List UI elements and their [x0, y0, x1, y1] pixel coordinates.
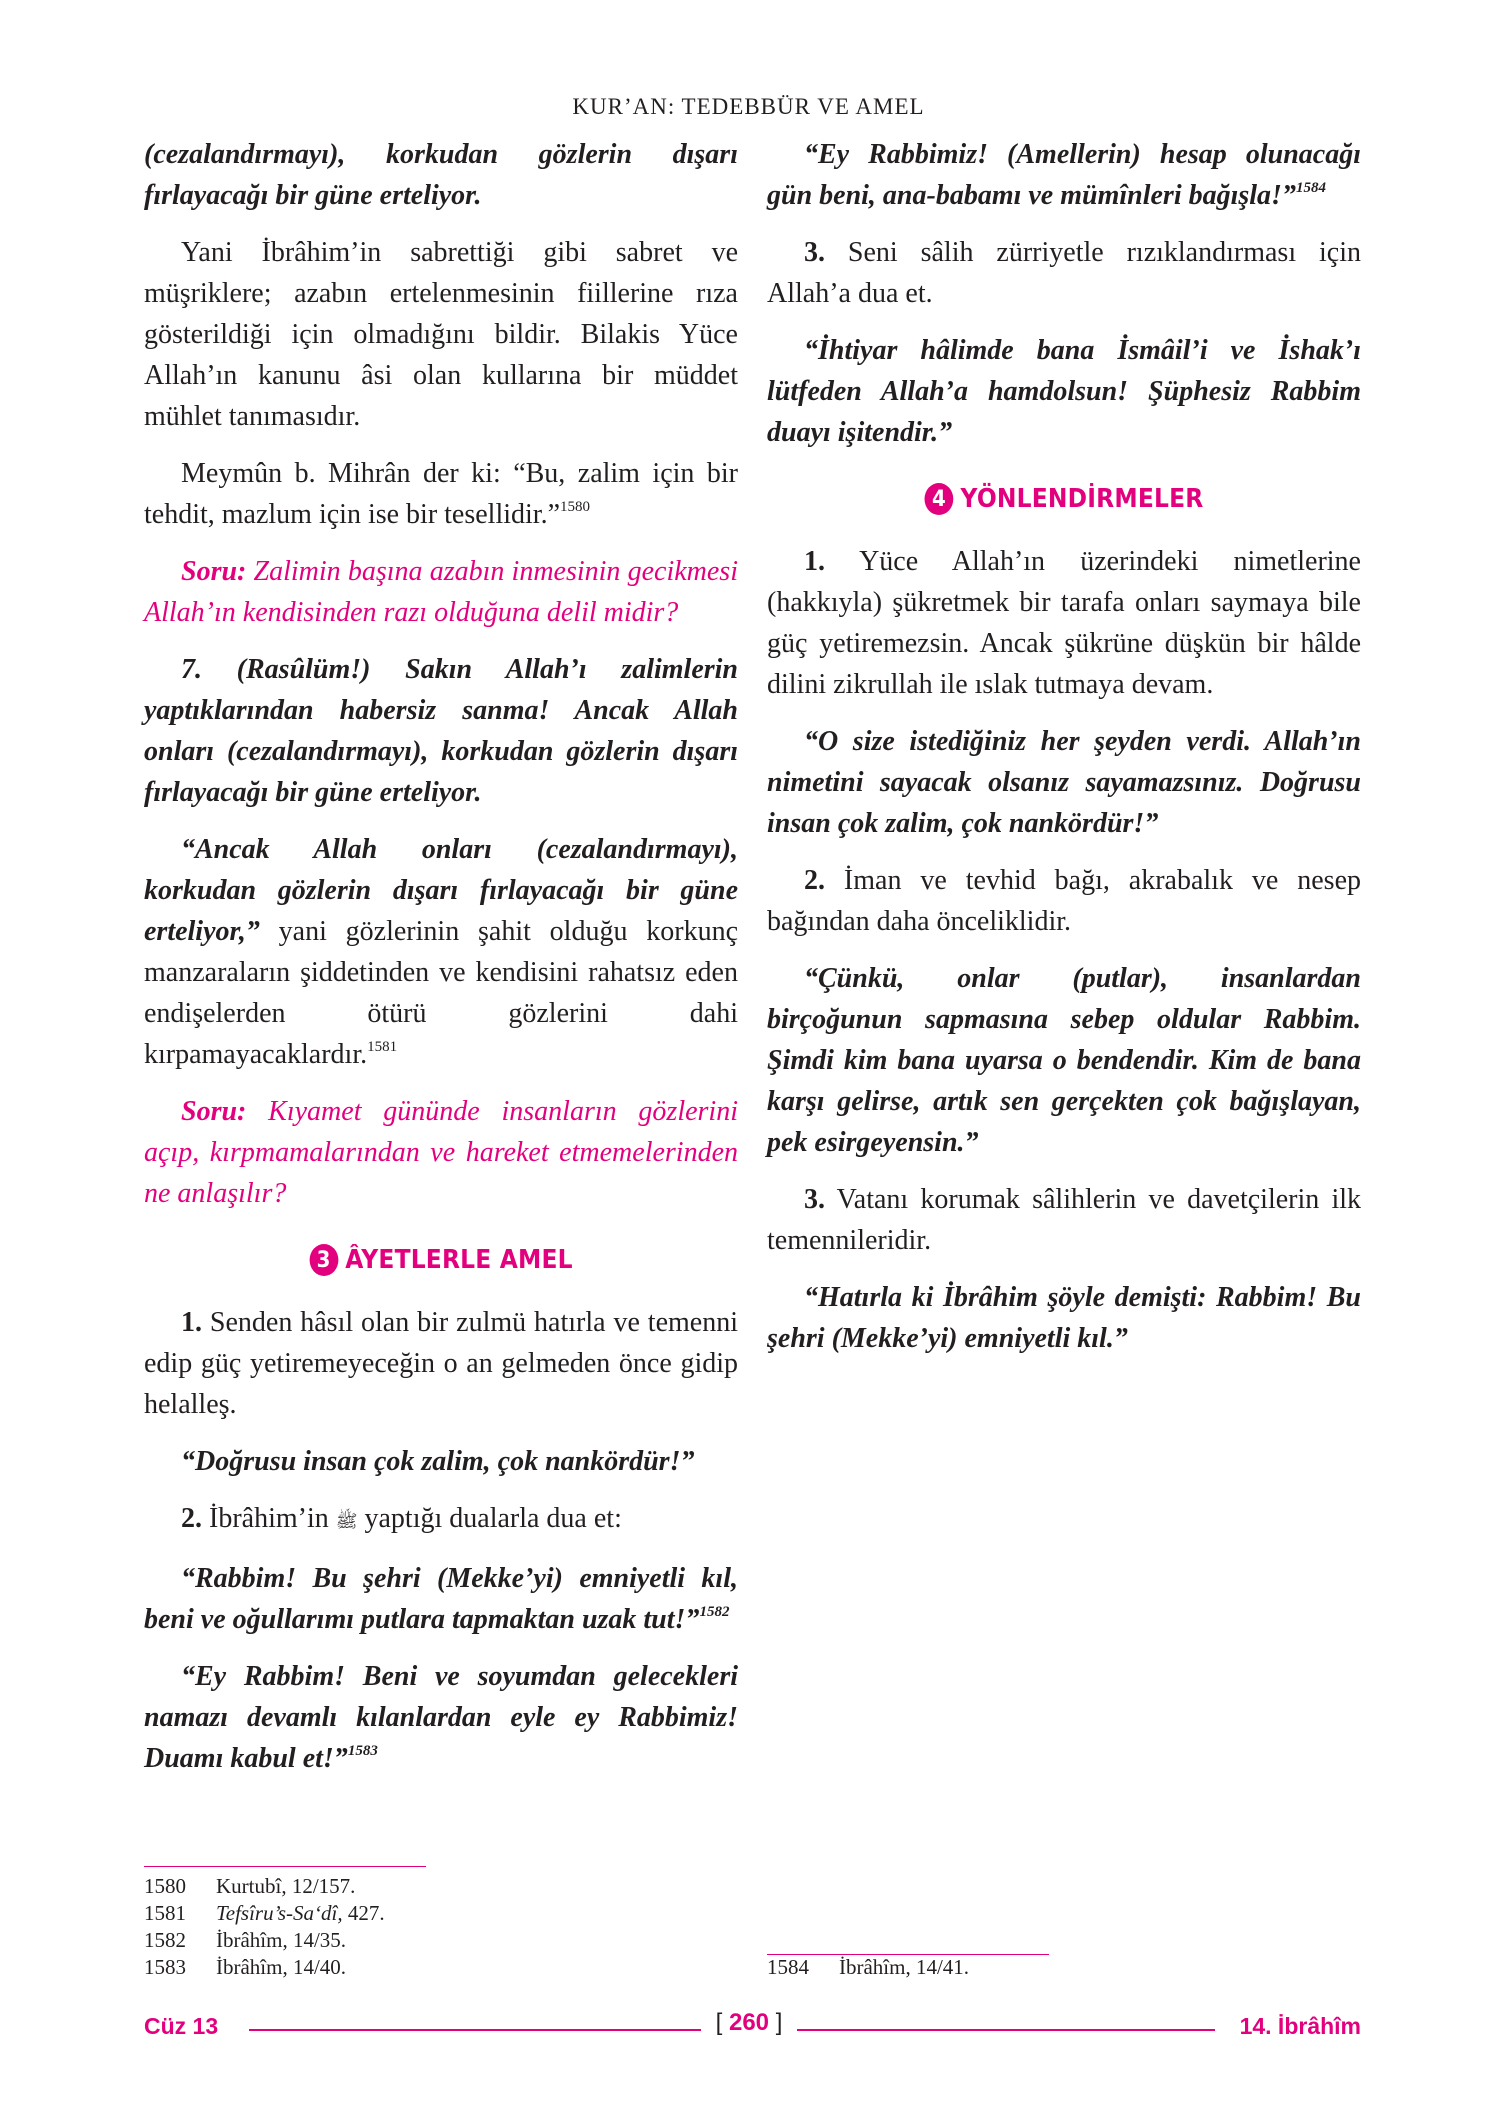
verse-text: “Rabbim! Bu şehri (Mekke’yi) emniyetli kıl, beni ve oğullarımı putlara tapmaktan uzak tut!”: [144, 1563, 738, 1635]
verse-text: “Ey Rabbim! Beni ve soyumdan gelecekleri namazı devamlı kılanlardan eyle ey Rabbimiz! Duamı kabul et!”: [144, 1661, 738, 1774]
question-label: Soru:: [181, 556, 247, 587]
item-number: 1.: [804, 546, 825, 577]
verse-quote: [767, 134, 1361, 216]
item-text: Senden hâsıl olan bir zulmü hatırla ve temenni edip güç yetiremeyeceğin o an gelmeden önce gidip helalleş.: [144, 1307, 738, 1420]
footnote-number: 1580: [144, 1874, 186, 1898]
item-number: 3.: [804, 237, 825, 268]
footnote-number: 1584: [767, 1955, 809, 1979]
footnote-ref: 1582: [699, 1604, 730, 1620]
footer-juz: Cüz 13: [144, 2013, 219, 2039]
footnote-ref: 1584: [1295, 180, 1326, 196]
item-text: İman ve tevhid bağı, akrabalık ve nesep bağından daha önceliklidir.: [767, 865, 1361, 937]
item-number: 1.: [181, 1307, 202, 1338]
paragraph-text: yani gözlerinin şahit olduğu korkunç manzaraların şiddetinden ve kendisini rahatsız eden endişelerden ötürü gözlerini dahi kırpamayacaklardır.: [144, 916, 738, 1070]
action-item-2: [144, 1498, 738, 1542]
verse-quote: “İhtiyar hâlimde bana İsmâil’i ve İshak’ı lütfeden Allah’a hamdolsun! Şüphesiz Rabbim duayı işitendir.”: [767, 335, 1361, 448]
page-bracket-open: [: [715, 2009, 723, 2036]
paragraph-continuation: (cezalandırmayı), korkudan gözlerin dışarı fırlayacağı bir güne erteliyor.: [144, 139, 738, 211]
salawat-glyph: ﷺ: [335, 1511, 358, 1531]
section-number-badge: 3: [309, 1244, 338, 1276]
item-number: 3.: [804, 1184, 825, 1215]
footnote-text: İbrâhîm, 14/35.: [216, 1928, 347, 1952]
footer-surah: 14. İbrâhîm: [1239, 2013, 1361, 2039]
quoted-verse: “Ancak Allah onları (cezalandırmayı), korkudan gözlerin dışarı fırlayacağı bir güne erteliyor,”: [144, 834, 738, 947]
footnote-rule: [144, 1866, 426, 1867]
page-number: [704, 2009, 794, 2037]
section-title: ÂYETLERLE AMEL: [345, 1245, 573, 1275]
footnote-text: İbrâhîm, 14/40.: [216, 1955, 347, 1979]
footnote: [767, 1954, 1361, 1981]
action-item-3: [767, 232, 1361, 314]
footnote-ref: 1581: [367, 1039, 398, 1055]
question-text: Zalimin başına azabın inmesinin gecikmesi Allah’ın kendisinden razı olduğuna delil midir?: [144, 556, 738, 628]
footnote: [144, 1927, 738, 1954]
paragraph-commentary: [144, 829, 738, 1075]
verse-quote: “O size istediğiniz her şeyden verdi. Allah’ın nimetini sayacak olsanız sayamazsınız. Doğrusu insan çok zalim, çok nankördür!”: [767, 726, 1361, 839]
footnote-text: Kurtubî, 12/157.: [216, 1874, 356, 1898]
question-text: Kıyamet gününde insanların gözlerini açıp, kırpmamalarından ve hareket etmemelerinden ne anlaşılır?: [144, 1096, 738, 1209]
footnote: [144, 1954, 738, 1981]
item-text: yaptığı dualarla dua et:: [357, 1503, 622, 1534]
footnote-text: İbrâhîm, 14/41.: [839, 1955, 970, 1979]
verse-translation: [144, 649, 738, 813]
footer-rule-right: [797, 2029, 1215, 2031]
section-heading-3: [174, 1240, 709, 1280]
verse-text: 7. (Rasûlüm!) Sakın Allah’ı zalimlerin yaptıklarından habersiz sanma! Ancak Allah onları (cezalandırmayı), korkudan gözlerin dışarı fırlayacağı bir güne erteliyor.: [144, 654, 738, 808]
verse-quote: [144, 1656, 738, 1779]
footnotes-right: [767, 1954, 1361, 1981]
footnote: [144, 1900, 738, 1927]
paragraph: Yani İbrâhim’in sabrettiği gibi sabret ve müşriklere; azabın ertelenmesinin fiillerine rıza gösterildiği için olmadığını bildir. Bilakis Yüce Allah’ın kanunu âsi olan kullarına bir müddet mühlet tanımasıdır.: [144, 237, 738, 432]
footnotes-left: [144, 1873, 738, 1981]
item-number: 2.: [181, 1503, 202, 1534]
paragraph-quote-meymun: [144, 453, 738, 535]
footnote-number: 1583: [144, 1955, 186, 1979]
section-number-badge: 4: [925, 483, 954, 515]
guidance-item-2: [767, 860, 1361, 942]
footnote-source-title: Tefsîru’s-Sa‘dî,: [216, 1901, 343, 1925]
page-footer: [144, 2009, 1361, 2049]
running-head: KUR’AN: TEDEBBÜR VE AMEL: [572, 94, 925, 119]
item-text: İbrâhim’in: [202, 1503, 336, 1534]
footnote-number: 1581: [144, 1901, 186, 1925]
footnote: [144, 1873, 738, 1900]
item-text: Yüce Allah’ın üzerindeki nimetlerine (hakkıyla) şükretmek bir tarafa onları saymaya bile güç yetiremezsin. Ancak şükrüne düşkün bir hâlde dilini zikrullah ile ıslak tutmaya devam.: [767, 546, 1361, 700]
question-1: [144, 551, 738, 633]
item-text: Vatanı korumak sâlihlerin ve davetçilerin ilk temennileridir.: [767, 1184, 1361, 1256]
footnote-ref: 1583: [347, 1743, 378, 1759]
verse-quote: “Doğrusu insan çok zalim, çok nankördür!”: [181, 1446, 695, 1477]
footnote-text: [216, 1900, 385, 1927]
section-title: YÖNLENDİRMELER: [960, 484, 1204, 514]
guidance-item-3: [767, 1179, 1361, 1261]
question-2: [144, 1091, 738, 1214]
item-text: Seni sâlih zürriyetle rızıklandırması için Allah’a dua et.: [767, 237, 1361, 309]
guidance-item-1: [767, 541, 1361, 705]
footer-rule-left: [249, 2029, 701, 2031]
verse-quote: “Hatırla ki İbrâhim şöyle demişti: Rabbim! Bu şehri (Mekke’yi) emniyetli kıl.”: [767, 1282, 1361, 1354]
action-item-1: [144, 1302, 738, 1425]
verse-quote: [144, 1558, 738, 1640]
page-number-value: 260: [728, 2009, 770, 2036]
footnote-ref: 1580: [560, 499, 591, 515]
footnote-number: 1582: [144, 1928, 186, 1952]
left-column: [144, 134, 738, 1795]
section-heading-4: [797, 479, 1332, 519]
verse-text: “Ey Rabbimiz! (Amellerin) hesap olunacağı gün beni, ana-babamı ve mümînleri bağışla!”: [767, 139, 1361, 211]
right-column: [767, 134, 1361, 1375]
item-number: 2.: [804, 865, 825, 896]
page-bracket-close: ]: [775, 2009, 783, 2036]
question-label: Soru:: [181, 1096, 247, 1127]
footnote-page: 427.: [342, 1901, 385, 1925]
paragraph-text: Meymûn b. Mihrân der ki: “Bu, zalim için bir tehdit, mazlum için ise bir tesellidir.”: [144, 458, 738, 530]
verse-quote: “Çünkü, onlar (putlar), insanlardan birçoğunun sapmasına sebep oldular Rabbim. Şimdi kim bana uyarsa o bendendir. Kim de bana karşı gelirse, artık sen gerçekten çok bağışlayan, pek esirgeyensin.”: [767, 963, 1361, 1158]
